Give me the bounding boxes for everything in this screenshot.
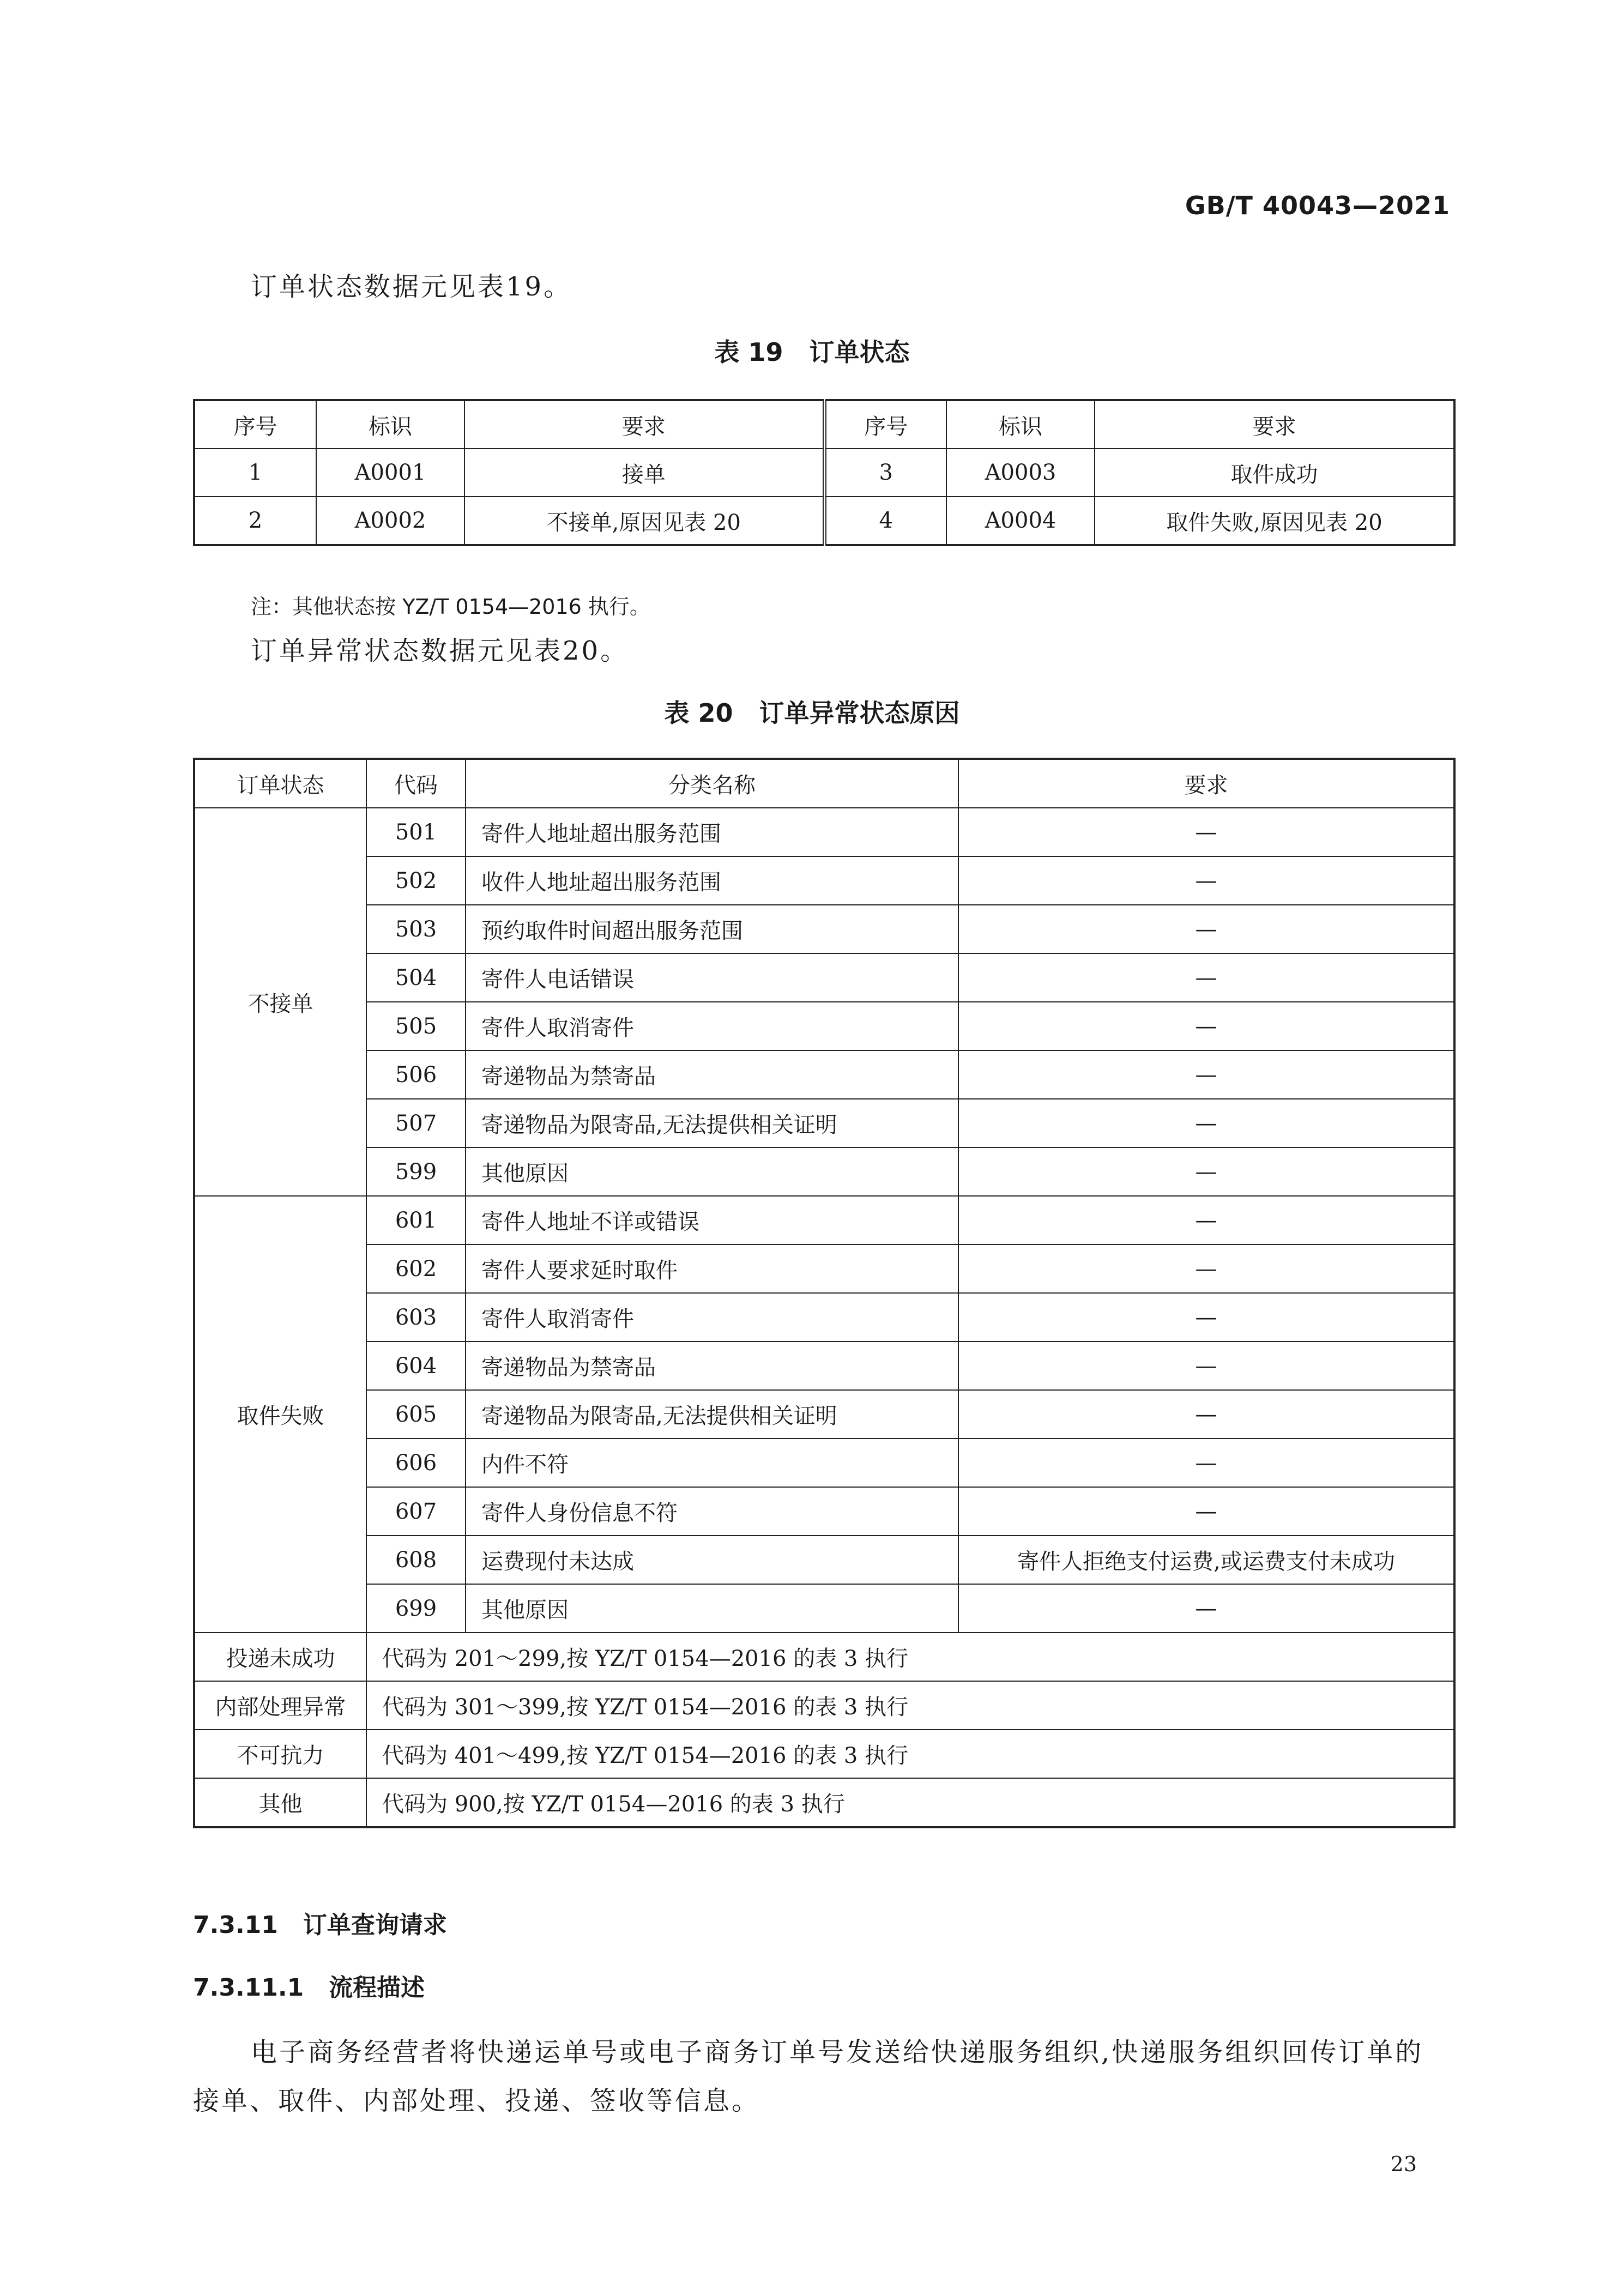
table-row [194,953,1454,1002]
category-cell: 寄件人地址不详或错误 [466,1196,958,1244]
requirement-cell: — [958,1487,1454,1536]
requirement-cell: — [958,1099,1454,1147]
header-cell: 分类名称 [466,759,958,808]
table-cell: 3 [824,449,946,497]
code-cell: 507 [366,1099,466,1147]
requirement-cell: — [958,1244,1454,1293]
header-cell: 代码 [366,759,466,808]
requirement-cell: — [958,1196,1454,1244]
table-header-row [194,759,1454,808]
requirement-cell: — [958,1439,1454,1487]
table-cell: A0004 [946,497,1095,545]
category-cell: 内件不符 [466,1439,958,1487]
category-cell: 寄件人身份信息不符 [466,1487,958,1536]
requirement-cell: — [958,856,1454,905]
requirement-cell: 寄件人拒绝支付运费,或运费支付未成功 [958,1536,1454,1584]
table-row [194,1002,1454,1050]
status-cell: 不接单 [194,808,366,1196]
requirement-cell: — [958,953,1454,1002]
table-cell: 2 [194,497,316,545]
table-row [194,1390,1454,1439]
order-exception-table [193,758,1456,1828]
requirement-cell: — [958,1293,1454,1342]
table-19-note: 注：其他状态按 YZ/T 0154—2016 执行。 [251,595,650,619]
table-cell: 取件失败,原因见表 20 [1095,497,1454,545]
category-cell: 寄递物品为禁寄品 [466,1050,958,1099]
header-cell: 要求 [1095,400,1454,449]
code-cell: 604 [366,1342,466,1390]
category-cell: 寄件人地址超出服务范围 [466,808,958,856]
span-description-cell: 代码为 301～399,按 YZ/T 0154—2016 的表 3 执行 [366,1681,1454,1730]
code-cell: 505 [366,1002,466,1050]
header-cell: 订单状态 [194,759,366,808]
category-cell: 寄件人取消寄件 [466,1293,958,1342]
table-row [194,856,1454,905]
code-cell: 607 [366,1487,466,1536]
table-row [194,1487,1454,1536]
span-description-cell: 代码为 201～299,按 YZ/T 0154—2016 的表 3 执行 [366,1633,1454,1681]
intro-table-19: 订单状态数据元见表19。 [251,271,572,302]
paragraph-line-2: 接单、取件、内部处理、投递、签收等信息。 [193,2086,760,2116]
category-cell: 寄件人电话错误 [466,953,958,1002]
table-cell: 1 [194,449,316,497]
table-row [194,1196,1454,1244]
table-row [194,1439,1454,1487]
requirement-cell: — [958,1002,1454,1050]
code-cell: 504 [366,953,466,1002]
table-row [194,1633,1454,1681]
category-cell: 寄递物品为禁寄品 [466,1342,958,1390]
code-cell: 605 [366,1390,466,1439]
category-cell: 寄件人要求延时取件 [466,1244,958,1293]
code-cell: 608 [366,1536,466,1584]
code-cell: 603 [366,1293,466,1342]
requirement-cell: — [958,1390,1454,1439]
code-cell: 506 [366,1050,466,1099]
category-cell: 其他原因 [466,1584,958,1633]
table-row [194,1293,1454,1342]
category-cell: 其他原因 [466,1147,958,1196]
code-cell: 501 [366,808,466,856]
category-cell: 寄递物品为限寄品,无法提供相关证明 [466,1390,958,1439]
header-cell: 序号 [824,400,946,449]
table-cell: 4 [824,497,946,545]
table-cell: 不接单,原因见表 20 [464,497,824,545]
code-cell: 602 [366,1244,466,1293]
code-cell: 503 [366,905,466,953]
table-cell: A0002 [316,497,464,545]
table-row [194,1244,1454,1293]
intro-table-20: 订单异常状态数据元见表20。 [251,636,629,666]
standard-number: GB/T 40043—2021 [1185,191,1450,220]
table-row [194,1778,1454,1827]
category-cell: 寄递物品为限寄品,无法提供相关证明 [466,1099,958,1147]
category-cell: 运费现付未达成 [466,1536,958,1584]
code-cell: 502 [366,856,466,905]
section-heading-7-3-11: 7.3.11 订单查询请求 [193,1911,447,1939]
table-row [194,1342,1454,1390]
status-cell: 投递未成功 [194,1633,366,1681]
table-cell: A0001 [316,449,464,497]
table-19-caption: 表 19 订单状态 [714,337,910,367]
table-row [194,1050,1454,1099]
span-description-cell: 代码为 401～499,按 YZ/T 0154—2016 的表 3 执行 [366,1730,1454,1778]
table-cell: A0003 [946,449,1095,497]
category-cell: 收件人地址超出服务范围 [466,856,958,905]
status-cell: 取件失败 [194,1196,366,1633]
requirement-cell: — [958,808,1454,856]
table-cell: 接单 [464,449,824,497]
span-description-cell: 代码为 900,按 YZ/T 0154—2016 的表 3 执行 [366,1778,1454,1827]
requirement-cell: — [958,1050,1454,1099]
requirement-cell: — [958,1584,1454,1633]
code-cell: 699 [366,1584,466,1633]
code-cell: 601 [366,1196,466,1244]
order-status-table [193,399,1456,546]
section-heading-7-3-11-1: 7.3.11.1 流程描述 [193,1974,425,2002]
paragraph-line-1: 电子商务经营者将快递运单号或电子商务订单号发送给快递服务组织,快递服务组织回传订单的 [251,2037,1424,2068]
table-row [194,449,1454,497]
table-cell: 取件成功 [1095,449,1454,497]
status-cell: 不可抗力 [194,1730,366,1778]
table-20-caption: 表 20 订单异常状态原因 [664,698,960,728]
status-cell: 其他 [194,1778,366,1827]
requirement-cell: — [958,905,1454,953]
requirement-cell: — [958,1342,1454,1390]
table-row [194,808,1454,856]
table-row [194,1681,1454,1730]
table-row [194,497,1454,545]
table-row [194,1536,1454,1584]
header-cell: 标识 [946,400,1095,449]
header-cell: 序号 [194,400,316,449]
category-cell: 预约取件时间超出服务范围 [466,905,958,953]
table-row [194,1584,1454,1633]
requirement-cell: — [958,1147,1454,1196]
code-cell: 599 [366,1147,466,1196]
header-cell: 标识 [316,400,464,449]
category-cell: 寄件人取消寄件 [466,1002,958,1050]
header-cell: 要求 [464,400,824,449]
table-row [194,905,1454,953]
code-cell: 606 [366,1439,466,1487]
table-header-row [194,400,1454,449]
table-row [194,1099,1454,1147]
page-number: 23 [1390,2152,1417,2176]
status-cell: 内部处理异常 [194,1681,366,1730]
header-cell: 要求 [958,759,1454,808]
table-row [194,1147,1454,1196]
table-row [194,1730,1454,1778]
